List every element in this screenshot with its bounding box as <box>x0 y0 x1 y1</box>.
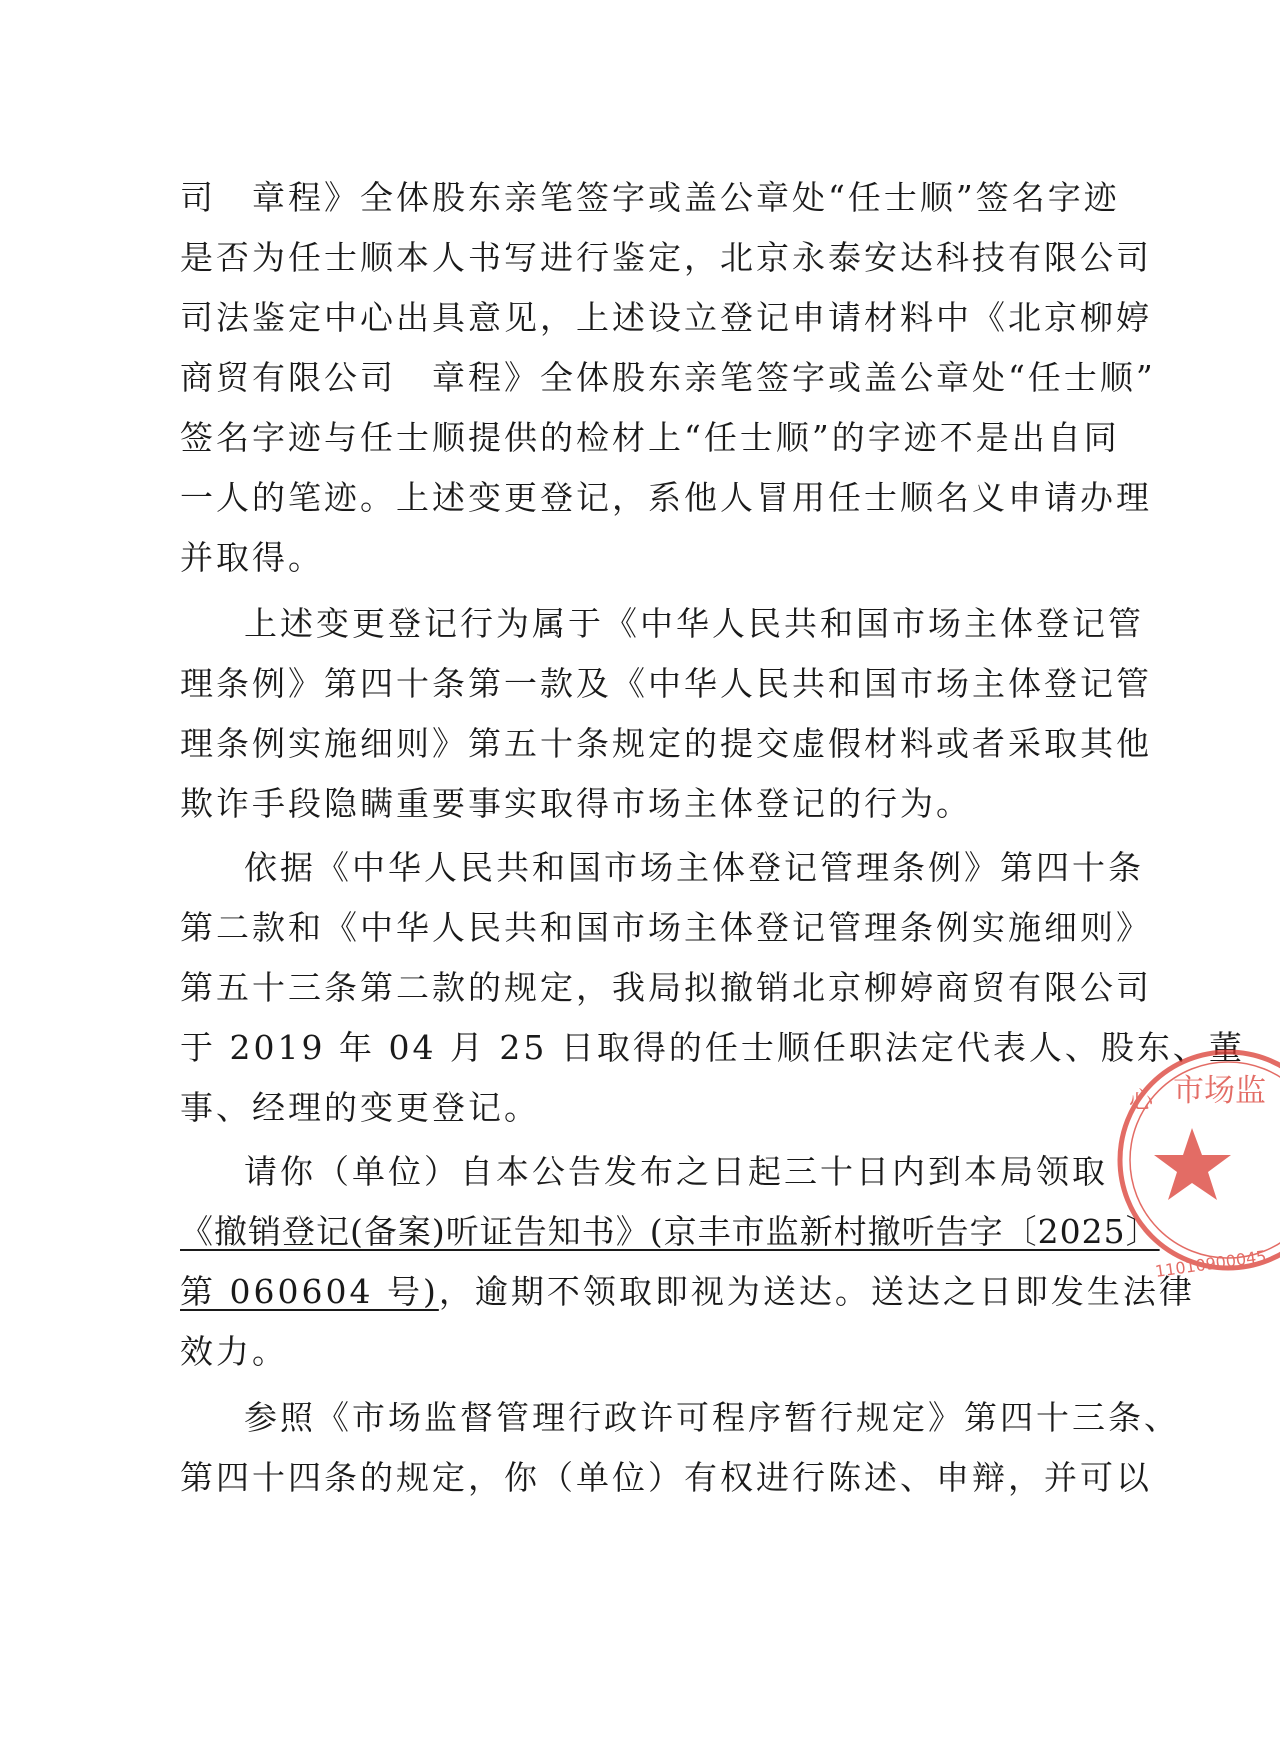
text-line: 事、经理的变更登记。 <box>180 1088 540 1127</box>
text-line: 并取得。 <box>180 538 324 577</box>
text-line: 上述变更登记行为属于《中华人民共和国市场主体登记管 <box>244 604 1144 643</box>
text-line: 司法鉴定中心出具意见，上述设立登记申请材料中《北京柳婷 <box>180 298 1152 337</box>
text-line: 依据《中华人民共和国市场主体登记管理条例》第四十条 <box>244 848 1144 887</box>
text-line: 理条例实施细则》第五十条规定的提交虚假材料或者采取其他 <box>180 724 1152 763</box>
text-line: 请你（单位）自本公告发布之日起三十日内到本局领取 <box>244 1152 1108 1191</box>
seal-left-text: 心 <box>1129 1086 1153 1114</box>
text-line: 欺诈手段隐瞒重要事实取得市场主体登记的行为。 <box>180 784 972 823</box>
seal-number-text: 11010900045 <box>1153 1246 1268 1281</box>
text-line: 一人的笔迹。上述变更登记，系他人冒用任士顺名义申请办理 <box>180 478 1152 517</box>
text-line: 于 2019 年 04 月 25 日取得的任士顺任职法定代表人、股东、董 <box>180 1028 1245 1067</box>
text-line: 参照《市场监督管理行政许可程序暂行规定》第四十三条、 <box>244 1398 1180 1437</box>
text-line: 第五十三条第二款的规定，我局拟撤销北京柳婷商贸有限公司 <box>180 968 1152 1007</box>
text-line-mixed <box>180 1262 1195 1322</box>
text-line: 签名字迹与任士顺提供的检材上“任士顺”的字迹不是出自同 <box>180 418 1120 457</box>
seal-top-text: 市场监 <box>1173 1073 1266 1109</box>
text-line: 第二款和《中华人民共和国市场主体登记管理条例实施细则》 <box>180 908 1152 947</box>
notice-reference: 《撤销登记(备案)听证告知书》(京丰市监新村撤听告字〔2025〕 <box>180 1212 1160 1251</box>
text-fragment: ，逾期不领取即视为送达。送达之日即发生法律 <box>438 1272 1195 1311</box>
text-line: 效力。 <box>180 1332 288 1371</box>
notice-reference-number: 第 060604 号) <box>180 1272 439 1311</box>
text-line: 司 章程》全体股东亲笔签字或盖公章处“任士顺”签名字迹 <box>180 178 1120 217</box>
star-icon <box>1154 1128 1231 1200</box>
text-line: 是否为任士顺本人书写进行鉴定，北京永泰安达科技有限公司 <box>180 238 1152 277</box>
text-line: 理条例》第四十条第一款及《中华人民共和国市场主体登记管 <box>180 664 1152 703</box>
official-seal <box>1110 1010 1280 1310</box>
text-line: 商贸有限公司 章程》全体股东亲笔签字或盖公章处“任士顺” <box>180 358 1156 397</box>
text-line: 第四十四条的规定，你（单位）有权进行陈述、申辩，并可以 <box>180 1458 1152 1497</box>
